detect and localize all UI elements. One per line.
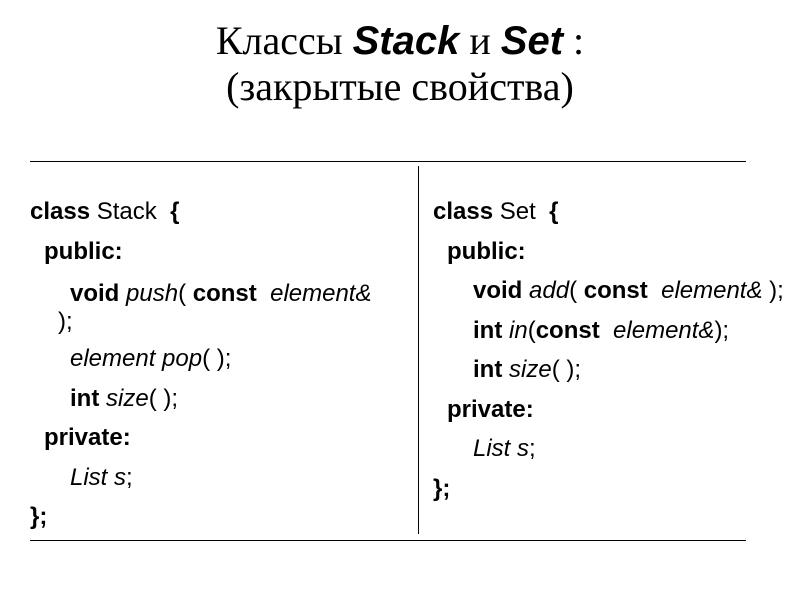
stack-field-line: List s; xyxy=(70,463,133,491)
title-class-set: Set xyxy=(500,19,564,63)
stack-push-line-wrap: ); xyxy=(58,308,73,335)
title-conjunction: и xyxy=(459,18,501,63)
set-in-line: int in(const element&); xyxy=(473,316,730,344)
set-class-code xyxy=(433,192,784,508)
stack-header-line: class Stack { xyxy=(30,198,180,225)
column-divider xyxy=(418,166,419,534)
set-field-line: List s; xyxy=(473,435,536,462)
set-size-line: int size( ); xyxy=(473,356,582,383)
stack-push-line: void push( const element& xyxy=(70,280,372,307)
title-prefix: Классы xyxy=(215,18,353,63)
title-class-stack: Stack xyxy=(352,19,460,63)
bottom-divider xyxy=(30,540,746,541)
slide-title xyxy=(0,18,800,110)
set-private-label: private: xyxy=(447,395,534,423)
stack-pop-line: element pop( ); xyxy=(70,345,232,372)
title-line-1 xyxy=(0,18,800,64)
set-add-line: void add( const element& ); xyxy=(473,277,784,304)
stack-closing-brace: }; xyxy=(30,503,48,530)
top-divider xyxy=(30,161,746,162)
set-public-label: public: xyxy=(447,237,526,265)
stack-class-code xyxy=(30,192,371,537)
set-header-line: class Set { xyxy=(433,198,559,225)
title-line-2: (закрытые свойства) xyxy=(226,64,574,109)
stack-size-line: int size( ); xyxy=(70,384,179,412)
stack-public-label: public: xyxy=(44,237,123,265)
set-closing-brace: }; xyxy=(433,474,451,502)
stack-private-label: private: xyxy=(44,424,131,451)
title-colon: : xyxy=(563,18,585,63)
